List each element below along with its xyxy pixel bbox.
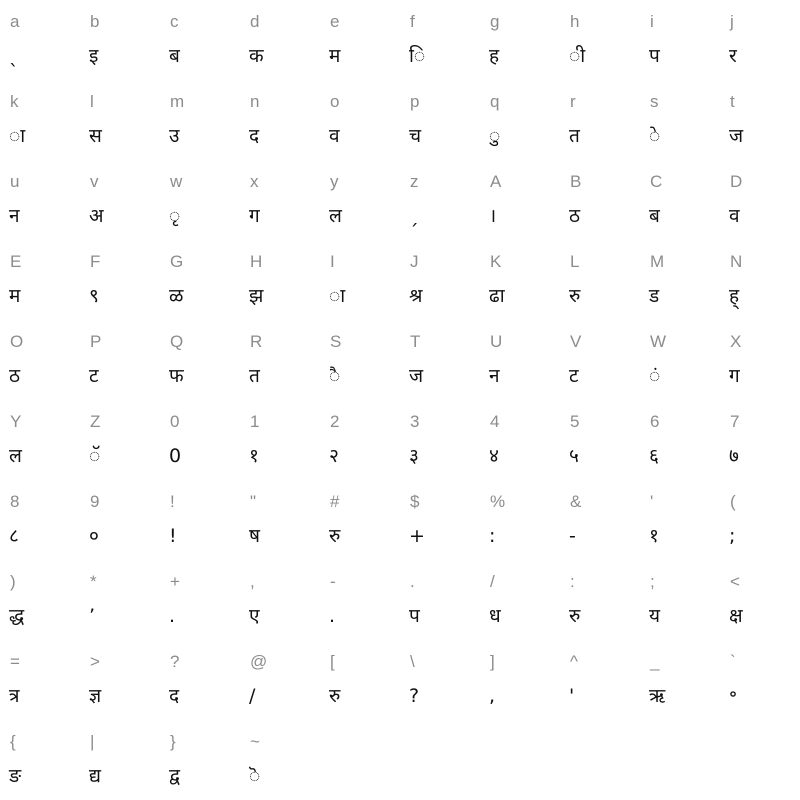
keyboard-key-label: H bbox=[250, 252, 263, 271]
keyboard-key-label: ) bbox=[10, 572, 16, 591]
glyph-cell bbox=[160, 400, 240, 480]
font-glyph: द bbox=[169, 685, 180, 707]
keyboard-key-label: * bbox=[90, 572, 97, 591]
glyph-cell bbox=[80, 240, 160, 320]
keyboard-key-label: < bbox=[730, 572, 740, 591]
font-glyph: क bbox=[249, 45, 264, 67]
font-glyph: प bbox=[649, 45, 660, 67]
font-glyph: क्ष bbox=[729, 605, 743, 627]
keyboard-key-label: z bbox=[410, 172, 419, 191]
keyboard-key-label: $ bbox=[410, 492, 420, 511]
font-glyph: . bbox=[329, 605, 336, 627]
glyph-cell bbox=[0, 0, 80, 80]
glyph-cell bbox=[320, 80, 400, 160]
keyboard-key-label: ~ bbox=[250, 732, 260, 751]
font-glyph: ६ bbox=[649, 445, 659, 467]
glyph-cell bbox=[240, 480, 320, 560]
keyboard-key-label: | bbox=[90, 732, 95, 751]
font-glyph: ढा bbox=[489, 285, 505, 307]
glyph-cell bbox=[640, 400, 720, 480]
font-glyph: ˎ bbox=[9, 45, 19, 67]
glyph-cell bbox=[0, 80, 80, 160]
glyph-cell bbox=[0, 400, 80, 480]
keyboard-key-label: t bbox=[730, 92, 735, 111]
glyph-cell bbox=[320, 320, 400, 400]
keyboard-key-label: 6 bbox=[650, 412, 660, 431]
glyph-cell bbox=[240, 640, 320, 720]
glyph-cell bbox=[240, 560, 320, 640]
keyboard-key-label: L bbox=[570, 252, 580, 271]
keyboard-key-label: ^ bbox=[570, 652, 578, 671]
glyph-cell bbox=[480, 400, 560, 480]
font-glyph: ि bbox=[409, 45, 426, 67]
keyboard-key-label: 9 bbox=[90, 492, 100, 511]
font-glyph: त bbox=[569, 125, 580, 147]
keyboard-key-label: M bbox=[650, 252, 665, 271]
font-glyph: ट bbox=[89, 365, 99, 387]
keyboard-key-label: \ bbox=[410, 652, 415, 671]
keyboard-key-label: a bbox=[10, 12, 20, 31]
keyboard-key-label: d bbox=[250, 12, 260, 31]
keyboard-key-label: j bbox=[730, 12, 734, 31]
keyboard-key-label: & bbox=[570, 492, 582, 511]
font-glyph: / bbox=[249, 685, 256, 707]
glyph-cell bbox=[400, 240, 480, 320]
glyph-cell bbox=[560, 560, 640, 640]
glyph-cell bbox=[720, 320, 800, 400]
keyboard-key-label: r bbox=[570, 92, 576, 111]
font-glyph: ल bbox=[329, 205, 342, 227]
keyboard-key-label: x bbox=[250, 172, 259, 191]
font-glyph: १ bbox=[649, 525, 659, 547]
font-glyph: ॅ bbox=[89, 445, 101, 467]
keyboard-key-label: P bbox=[90, 332, 102, 351]
font-glyph: ५ bbox=[569, 445, 579, 467]
keyboard-key-label: i bbox=[650, 12, 654, 31]
glyph-cell bbox=[160, 640, 240, 720]
keyboard-key-label: [ bbox=[330, 652, 335, 671]
glyph-cell bbox=[320, 160, 400, 240]
glyph-cell bbox=[240, 240, 320, 320]
font-glyph: अ bbox=[89, 205, 104, 227]
glyph-cell bbox=[80, 80, 160, 160]
glyph-cell bbox=[400, 640, 480, 720]
glyph-cell bbox=[0, 160, 80, 240]
glyph-cell bbox=[320, 0, 400, 80]
font-glyph: उ bbox=[169, 125, 180, 147]
glyph-cell bbox=[640, 320, 720, 400]
font-glyph: ज bbox=[729, 125, 744, 147]
font-glyph: ै bbox=[329, 365, 341, 387]
glyph-cell bbox=[80, 0, 160, 80]
glyph-cell bbox=[480, 240, 560, 320]
font-glyph: द्व bbox=[169, 765, 180, 787]
font-glyph: ए bbox=[249, 605, 260, 627]
keyboard-key-label: { bbox=[10, 732, 16, 751]
keyboard-key-label: @ bbox=[250, 652, 268, 671]
keyboard-key-label: W bbox=[650, 332, 667, 351]
keyboard-key-label: Q bbox=[170, 332, 184, 351]
glyph-cell bbox=[560, 0, 640, 80]
glyph-cell bbox=[240, 80, 320, 160]
keyboard-key-label: , bbox=[250, 572, 255, 591]
font-glyph: ृ bbox=[169, 205, 181, 227]
glyph-cell bbox=[160, 160, 240, 240]
glyph-cell bbox=[400, 80, 480, 160]
glyph-cell bbox=[160, 560, 240, 640]
keyboard-key-label: ? bbox=[170, 652, 180, 671]
glyph-cell bbox=[480, 640, 560, 720]
keyboard-key-label: G bbox=[170, 252, 184, 271]
glyph-cell bbox=[80, 720, 160, 800]
keyboard-key-label: X bbox=[730, 332, 742, 351]
glyph-cell bbox=[400, 400, 480, 480]
keyboard-key-label: 7 bbox=[730, 412, 740, 431]
font-glyph: , bbox=[489, 685, 496, 707]
keyboard-key-label: Y bbox=[10, 412, 22, 431]
keyboard-key-label: = bbox=[10, 652, 20, 671]
glyph-cell bbox=[240, 320, 320, 400]
keyboard-key-label: O bbox=[10, 332, 24, 351]
keyboard-key-label: } bbox=[170, 732, 176, 751]
font-glyph: त bbox=[249, 365, 260, 387]
font-glyph: प bbox=[409, 605, 420, 627]
glyph-cell bbox=[640, 0, 720, 80]
keyboard-key-label: _ bbox=[650, 652, 660, 671]
glyph-cell bbox=[720, 160, 800, 240]
keyboard-key-label: . bbox=[410, 572, 415, 591]
keyboard-key-label: 2 bbox=[330, 412, 340, 431]
font-glyph: १ bbox=[249, 445, 259, 467]
glyph-cell bbox=[640, 560, 720, 640]
glyph-cell bbox=[640, 80, 720, 160]
font-glyph: ज्ञ bbox=[89, 685, 102, 707]
glyph-cell bbox=[400, 480, 480, 560]
keyboard-key-label: C bbox=[650, 172, 663, 191]
font-glyph: रु bbox=[569, 285, 581, 307]
font-glyph: म bbox=[329, 45, 341, 67]
glyph-cell bbox=[160, 480, 240, 560]
glyph-cell bbox=[320, 560, 400, 640]
keyboard-key-label: 5 bbox=[570, 412, 580, 431]
font-glyph: ३ bbox=[409, 445, 419, 467]
keyboard-key-label: / bbox=[490, 572, 495, 591]
glyph-cell bbox=[0, 720, 80, 800]
keyboard-key-label: c bbox=[170, 12, 179, 31]
glyph-cell bbox=[480, 160, 560, 240]
font-glyph: न bbox=[489, 365, 500, 387]
font-glyph: ु bbox=[489, 125, 501, 147]
keyboard-key-label: ` bbox=[730, 652, 736, 671]
keyboard-key-label: s bbox=[650, 92, 659, 111]
font-glyph: ठ bbox=[569, 205, 581, 227]
keyboard-key-label: V bbox=[570, 332, 582, 351]
keyboard-key-label: u bbox=[10, 172, 20, 191]
font-glyph: न bbox=[9, 205, 20, 227]
font-glyph: त्र bbox=[9, 685, 20, 707]
glyph-cell bbox=[560, 80, 640, 160]
keyboard-key-label: I bbox=[330, 252, 335, 271]
font-glyph: ९ bbox=[89, 285, 99, 307]
font-glyph: ४ bbox=[489, 445, 499, 467]
font-glyph: ८ bbox=[9, 525, 19, 547]
font-glyph: ह् bbox=[729, 285, 740, 307]
keyboard-key-label: o bbox=[330, 92, 340, 111]
font-glyph: श्र bbox=[409, 285, 423, 307]
keyboard-key-label: ; bbox=[650, 572, 655, 591]
font-glyph: ळ bbox=[169, 285, 184, 307]
keyboard-key-label: + bbox=[170, 572, 180, 591]
font-glyph: म bbox=[9, 285, 21, 307]
keyboard-key-label: : bbox=[570, 572, 575, 591]
font-glyph: रु bbox=[329, 685, 341, 707]
font-glyph: च bbox=[409, 125, 422, 147]
font-glyph: स bbox=[89, 125, 102, 147]
keyboard-key-label: p bbox=[410, 92, 420, 111]
keyboard-key-label: A bbox=[490, 172, 502, 191]
keyboard-key-label: w bbox=[170, 172, 183, 191]
glyph-cell bbox=[720, 80, 800, 160]
keyboard-key-label: y bbox=[330, 172, 339, 191]
glyph-cell bbox=[0, 320, 80, 400]
keyboard-key-label: D bbox=[730, 172, 743, 191]
font-glyph: व bbox=[729, 205, 740, 227]
glyph-cell bbox=[80, 640, 160, 720]
glyph-cell bbox=[240, 400, 320, 480]
font-glyph: ' bbox=[569, 685, 575, 707]
glyph-cell bbox=[80, 320, 160, 400]
font-glyph: ग bbox=[729, 365, 740, 387]
keyboard-key-label: # bbox=[330, 492, 340, 511]
font-glyph: ’ bbox=[89, 605, 96, 627]
glyph-cell bbox=[400, 560, 480, 640]
glyph-cell bbox=[720, 240, 800, 320]
glyph-cell bbox=[240, 0, 320, 80]
font-glyph: ७ bbox=[729, 445, 739, 467]
font-glyph: ी bbox=[569, 45, 586, 67]
glyph-cell bbox=[480, 0, 560, 80]
font-glyph: ग bbox=[249, 205, 260, 227]
font-glyph: ? bbox=[409, 685, 420, 707]
font-glyph: ड bbox=[649, 285, 660, 307]
font-glyph: द्य bbox=[89, 765, 101, 787]
glyph-cell bbox=[80, 400, 160, 480]
font-glyph: द्ध bbox=[9, 605, 25, 627]
font-glyph: ब bbox=[649, 205, 660, 227]
glyph-cell bbox=[80, 160, 160, 240]
keyboard-key-label: b bbox=[90, 12, 100, 31]
font-glyph: रु bbox=[329, 525, 341, 547]
glyph-cell bbox=[0, 640, 80, 720]
font-glyph: ट bbox=[569, 365, 579, 387]
keyboard-key-label: E bbox=[10, 252, 22, 271]
glyph-cell bbox=[640, 480, 720, 560]
glyph-cell bbox=[560, 640, 640, 720]
glyph-cell bbox=[560, 400, 640, 480]
font-glyph: ˏ bbox=[409, 205, 419, 227]
keyboard-key-label: > bbox=[90, 652, 100, 671]
keyboard-key-label: ' bbox=[650, 492, 654, 511]
glyph-cell bbox=[160, 240, 240, 320]
font-glyph: ल bbox=[9, 445, 22, 467]
font-glyph: ा bbox=[9, 125, 26, 147]
glyph-cell bbox=[560, 160, 640, 240]
keyboard-key-label: 0 bbox=[170, 412, 180, 431]
glyph-cell bbox=[480, 80, 560, 160]
keyboard-key-label: m bbox=[170, 92, 185, 111]
font-glyph: + bbox=[409, 525, 425, 547]
glyph-cell bbox=[160, 80, 240, 160]
glyph-cell bbox=[400, 160, 480, 240]
glyph-cell bbox=[720, 400, 800, 480]
glyph-cell bbox=[640, 240, 720, 320]
keyboard-key-label: - bbox=[330, 572, 336, 591]
font-glyph: ध bbox=[489, 605, 501, 627]
keyboard-key-label: 1 bbox=[250, 412, 260, 431]
glyph-cell bbox=[160, 720, 240, 800]
glyph-cell bbox=[640, 640, 720, 720]
keyboard-key-label: 4 bbox=[490, 412, 500, 431]
glyph-cell bbox=[400, 0, 480, 80]
glyph-cell bbox=[400, 320, 480, 400]
font-glyph: ठ bbox=[9, 365, 21, 387]
glyph-cell bbox=[640, 160, 720, 240]
glyph-cell bbox=[0, 480, 80, 560]
keyboard-key-label: U bbox=[490, 332, 503, 351]
font-glyph: ङ bbox=[9, 765, 22, 787]
glyph-cell bbox=[480, 320, 560, 400]
font-glyph: ब bbox=[169, 45, 180, 67]
font-glyph: व bbox=[329, 125, 340, 147]
font-glyph: र bbox=[729, 45, 737, 67]
keyboard-key-label: F bbox=[90, 252, 101, 271]
keyboard-key-label: % bbox=[490, 492, 506, 511]
font-glyph: : bbox=[489, 525, 496, 547]
glyph-cell bbox=[240, 720, 320, 800]
font-glyph: २ bbox=[329, 445, 339, 467]
glyph-cell bbox=[0, 240, 80, 320]
keyboard-key-label: T bbox=[410, 332, 421, 351]
glyph-cell bbox=[560, 240, 640, 320]
keyboard-key-label: e bbox=[330, 12, 340, 31]
font-glyph: य bbox=[649, 605, 661, 627]
glyph-cell bbox=[240, 160, 320, 240]
glyph-cell bbox=[320, 400, 400, 480]
font-glyph: े bbox=[649, 125, 661, 147]
font-glyph: झ bbox=[249, 285, 264, 307]
font-glyph: ष bbox=[249, 525, 260, 547]
font-glyph: . bbox=[169, 605, 176, 627]
keyboard-key-label: l bbox=[90, 92, 94, 111]
glyph-cell bbox=[320, 640, 400, 720]
keyboard-key-label: ! bbox=[170, 492, 175, 511]
font-glyph: फ bbox=[169, 365, 184, 387]
font-glyph: ं bbox=[649, 365, 661, 387]
font-glyph: । bbox=[489, 205, 497, 227]
font-glyph: ा bbox=[329, 285, 346, 307]
font-glyph: द bbox=[249, 125, 260, 147]
keyboard-key-label: v bbox=[90, 172, 99, 191]
keyboard-key-label: g bbox=[490, 12, 500, 31]
glyph-cell bbox=[160, 320, 240, 400]
glyph-cell bbox=[560, 320, 640, 400]
font-glyph: ॰ bbox=[729, 685, 738, 707]
keyboard-key-label: N bbox=[730, 252, 743, 271]
font-glyph: ऋ bbox=[649, 685, 666, 707]
font-glyph: 0 bbox=[169, 445, 182, 467]
keyboard-key-label: ( bbox=[730, 492, 736, 511]
glyph-cell bbox=[480, 480, 560, 560]
font-glyph: - bbox=[569, 525, 576, 547]
glyph-cell bbox=[720, 640, 800, 720]
font-glyph: ० bbox=[89, 525, 99, 547]
glyph-cell bbox=[80, 560, 160, 640]
glyph-cell bbox=[480, 560, 560, 640]
keyboard-key-label: Z bbox=[90, 412, 101, 431]
glyph-cell bbox=[720, 560, 800, 640]
font-glyph: ह bbox=[489, 45, 500, 67]
keyboard-key-label: f bbox=[410, 12, 415, 31]
keyboard-key-label: ] bbox=[490, 652, 495, 671]
keyboard-key-label: K bbox=[490, 252, 502, 271]
font-glyph: रु bbox=[569, 605, 581, 627]
font-glyph: ! bbox=[169, 525, 177, 547]
glyph-cell bbox=[720, 0, 800, 80]
glyph-cell bbox=[320, 240, 400, 320]
glyph-cell bbox=[160, 0, 240, 80]
keyboard-key-label: J bbox=[410, 252, 419, 271]
glyph-cell bbox=[720, 480, 800, 560]
keyboard-key-label: B bbox=[570, 172, 582, 191]
keyboard-key-label: k bbox=[10, 92, 19, 111]
keyboard-key-label: q bbox=[490, 92, 500, 111]
keyboard-key-label: S bbox=[330, 332, 342, 351]
font-glyph: ; bbox=[729, 525, 736, 547]
keyboard-key-label: R bbox=[250, 332, 263, 351]
glyph-cell bbox=[320, 480, 400, 560]
font-glyph: इ bbox=[89, 45, 99, 67]
keyboard-key-label: 8 bbox=[10, 492, 20, 511]
keyboard-key-label: 3 bbox=[410, 412, 420, 431]
keyboard-key-label: h bbox=[570, 12, 580, 31]
glyph-cell bbox=[560, 480, 640, 560]
keyboard-key-label: n bbox=[250, 92, 260, 111]
glyph-cell bbox=[80, 480, 160, 560]
keyboard-key-label: " bbox=[250, 492, 257, 511]
glyph-cell bbox=[0, 560, 80, 640]
font-glyph: ज bbox=[409, 365, 424, 387]
font-glyph: ॆ bbox=[249, 765, 261, 787]
